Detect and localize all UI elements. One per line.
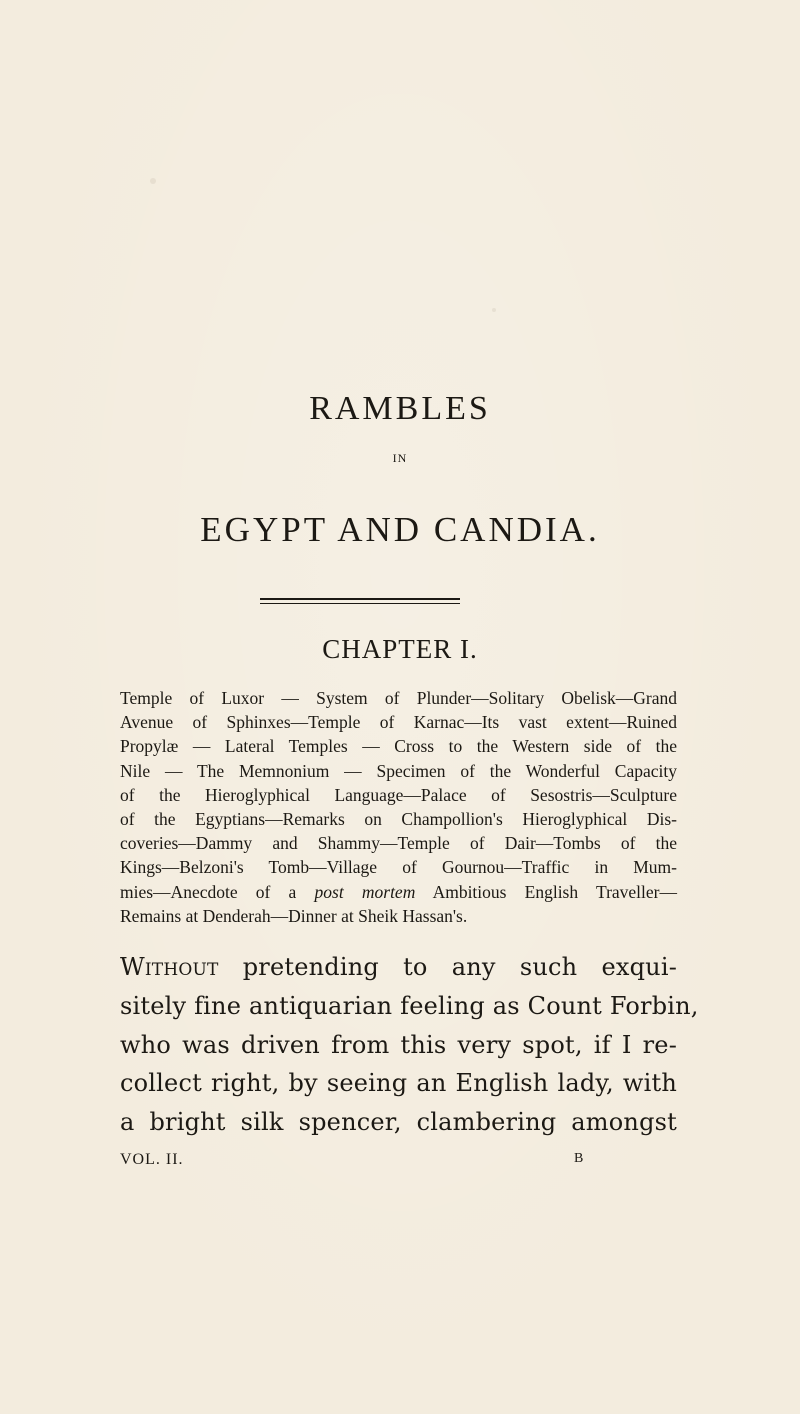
- summary-line: coveries—Dammy and Shammy—Temple of Dair—Tombs of the: [120, 833, 677, 854]
- chapter-heading: CHAPTER I.: [322, 634, 478, 664]
- title-rule-thin: [260, 603, 460, 604]
- summary-line: Nile — The Memnonium — Specimen of the Wonderful Capacity: [120, 760, 677, 781]
- summary-line: Kings—Belzoni's Tomb—Village of Gournou—Traffic in Mum-: [120, 857, 677, 878]
- body-paragraph: [120, 948, 699, 1142]
- body-line: collect right, by seeing an English lady, with: [120, 1069, 677, 1098]
- body-line: a bright silk spencer, clambering amongst: [120, 1108, 677, 1137]
- summary-line: Propylæ — Lateral Temples — Cross to the Western side of the: [120, 736, 677, 757]
- body-line: who was driven from this very spot, if I re-: [120, 1030, 677, 1059]
- signature-mark: B: [574, 1151, 585, 1166]
- summary-line: Temple of Luxor — System of Plunder—Solitary Obelisk—Grand: [120, 688, 677, 708]
- paper-stain: [150, 178, 156, 184]
- book-subtitle: EGYPT AND CANDIA.: [200, 510, 600, 549]
- volume-label: VOL. II.: [120, 1151, 184, 1168]
- body-line: sitely fine antiquarian feeling as Count Forbin,: [120, 991, 699, 1020]
- summary-line: mies—Anecdote of a post mortem Ambitious English Traveller—: [120, 881, 677, 902]
- summary-line: Remains at Denderah—Dinner at Sheik Hassan's.: [120, 905, 468, 926]
- title-rule: [260, 598, 460, 600]
- opening-word: Without: [120, 953, 219, 981]
- title-connector: IN: [392, 451, 408, 465]
- italic-phrase: post mortem: [314, 881, 416, 902]
- summary-line: of the Egyptians—Remarks on Champollion's Hieroglyphical Dis-: [120, 809, 677, 830]
- chapter-summary: [120, 686, 677, 928]
- book-title: RAMBLES: [309, 390, 491, 427]
- summary-line: Avenue of Sphinxes—Temple of Karnac—Its vast extent—Ruined: [120, 712, 677, 733]
- body-line-rest: pretending to any such exqui-: [218, 953, 677, 981]
- body-line: [120, 948, 677, 987]
- summary-line: of the Hieroglyphical Language—Palace of Sesostris—Sculpture: [120, 784, 677, 805]
- paper-stain: [492, 308, 496, 312]
